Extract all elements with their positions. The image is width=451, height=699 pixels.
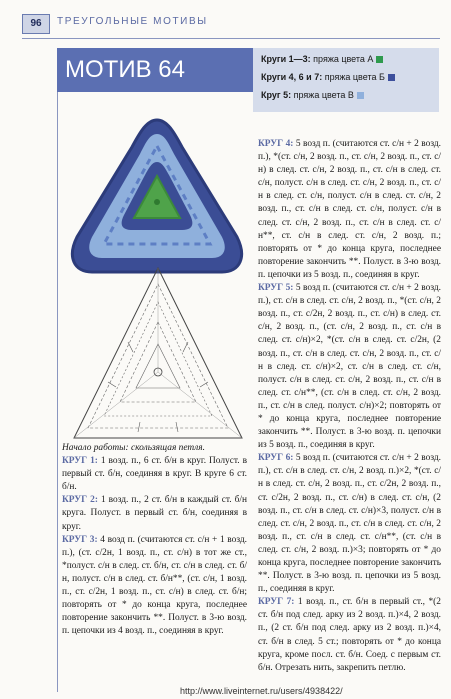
color-swatch-b [388, 74, 395, 81]
round-1-text: 1 возд. п., 6 ст. б/н в круг. Полуст. в первый ст. б/н, соединяя в круг. В круге 6 ст. б/н. [62, 456, 248, 493]
left-margin-rule [57, 92, 58, 692]
yarn-color-label-2: Круги 4, 6 и 7: [261, 72, 323, 82]
page-number: 96 [22, 14, 50, 34]
round-3-paragraph [62, 534, 247, 639]
round-2-paragraph [62, 494, 247, 533]
round-4-text: 5 возд п. (считаются ст. с/н + 2 возд. п.), *(ст. с/н, 2 возд. п., ст. с/н, 2 возд. п., ст. с/н) в след. ст. с/н, 2 возд. п., ст. с/н в след. ст. с/н, полуст. с/н в след. ст. с/н, 2 возд. п., ст. с/н в след. ст. с/н, полуст. с/н в след. ст. с/н, 2 возд. п., ст. с/н в след. ст. с/н, полуст. с/н в след. ст. с/н, 2 возд. п., ст. с/н в след. ст. с/н**, ст. с/н в след. ст. с/н, 2 возд. п.; повторять от * до конца круга, последнее повторение закончить **. Полуст. в 3-ю возд. п. цепочки из 5 возд. п., соединяя в круг. [258, 139, 441, 280]
yarn-color-text-2: пряжа цвета Б [322, 72, 385, 82]
round-3-text: 4 возд п. (считаются ст. с/н + 1 возд. п.), (ст. с/2н, 1 возд. п., ст. с/н) в тот же ст., *полуст. с/н в след. ст. б/н, ст. с/н в след. ст. б/н, полуст. с/н в след. ст. б/н**, (ст. с/н, 1 возд. п., ст. с/2н, 1 возд. п., ст. с/н) в след. ст. б/н; повторять от * до конца круга, последнее повторение закончить **. Полуст. в 3-ю возд. п. цепочки из 4 возд. п., соединяя в круг. [62, 534, 247, 637]
section-title: ТРЕУГОЛЬНЫЕ МОТИВЫ [57, 16, 208, 27]
header-divider [22, 38, 440, 39]
yarn-color-line-2 [261, 72, 431, 82]
round-1-heading: КРУГ 1: [62, 456, 98, 467]
instructions-right-column [258, 138, 441, 675]
round-7-heading: КРУГ 7: [258, 597, 295, 608]
round-1-paragraph [62, 455, 247, 494]
round-4-heading: КРУГ 4: [258, 139, 294, 149]
round-5-paragraph [258, 282, 441, 452]
round-7-paragraph [258, 596, 441, 675]
color-swatch-c [357, 92, 364, 99]
round-2-heading: КРУГ 2: [62, 495, 98, 506]
round-6-paragraph [258, 452, 441, 596]
motif-photo [62, 112, 252, 282]
round-5-text: 5 возд п. (считаются ст. с/н + 2 возд. п.), ст. с/н в след. ст. с/н, 2 возд. п., *(ст. с/н, 2 возд. п., ст. с/2н, 2 возд. п., ст. с/н) в след. ст. с/н, 2 возд. п., (ст. с/н, 2 возд. п., ст. с/н в след. ст. с/н)×2, *(ст. с/н в след. ст. с/2н, (2 возд. п., ст. с/н в след. ст. с/н, 2 возд. п., ст. с/н в след. ст. с/н)×2, ст. с/н в след. ст. с/н, полуст. с/н в след. ст. с/н, 2 возд. п., ст. с/н в след. ст. с/н**, (ст. с/н в след. ст. с/н, 2 возд. п., ст. с/н в след. полуст. с/н)×2; повторять от * до конца круга, последнее повторение закончить **. Полуст. в 3-ю возд. п. цепочки из 5 возд. п., соединяя в круг. [258, 283, 441, 451]
start-instruction: Начало работы: скользящая петля. [62, 443, 205, 453]
yarn-colors-panel [253, 48, 439, 112]
yarn-color-line-1 [261, 54, 431, 64]
round-6-heading: КРУГ 6: [258, 453, 294, 464]
crochet-chart-diagram [68, 262, 248, 444]
round-2-text: 1 возд. п., 2 ст. б/н в каждый ст. б/н круга. Полуст. в первый ст. б/н, соединяя в круг. [62, 495, 247, 532]
yarn-color-label-3: Круг 5: [261, 90, 292, 100]
yarn-color-label-1: Круги 1—3: [261, 54, 311, 64]
yarn-color-line-3 [261, 90, 431, 100]
motif-title: МОТИВ 64 [57, 48, 253, 92]
round-6-text: 5 возд п. (считаются ст. с/н + 2 возд. п.), ст. с/н в след. ст. с/н, 2 возд. п.)×2, *(ст. с/н в след. ст. с/н, 2 возд. п., ст. с/2н, 2 возд. п., ст. с/2н, 2 возд. п., ст. с/н) в след. ст. с/н, (2 возд. п., ст. с/н в след. ст. с/н)×3, полуст. с/н в след. ст. с/н, 2 возд. п., ст. с/н в след. ст. с/н, 2 возд. п., ст. с/н в след. ст. с/н**, (ст. с/н в след. ст. с/н, 2 возд. п.)×3; повторять от * до конца круга, последнее повторение закончить **. Полуст. в 3-ю возд. п. цепочки из 5 возд. п., соединяя в круг. [258, 453, 441, 595]
yarn-color-text-3: пряжа цвета В [291, 90, 354, 100]
round-5-heading: КРУГ 5: [258, 283, 294, 294]
color-swatch-a [376, 56, 383, 63]
round-4-paragraph [258, 138, 441, 282]
source-url: http://www.liveinternet.ru/users/4938422/ [180, 686, 343, 696]
round-3-heading: КРУГ 3: [62, 534, 98, 545]
round-7-text: 1 возд. п., ст. б/н в первый ст., *(2 ст. б/н под след. арку из 2 возд. п.)×4, 2 возд. п., (2 ст. б/н под след. арку из 2 возд. п.)×4, ст. б/н в след. 5 ст.; повторять от * до конца круга, кроме посл. ст. б/н. Соед. с первым ст. б/н. Отрезать нить, закрепить петлю. [258, 597, 441, 673]
yarn-color-text-1: пряжа цвета А [310, 54, 374, 64]
instructions-left-column [62, 442, 247, 638]
